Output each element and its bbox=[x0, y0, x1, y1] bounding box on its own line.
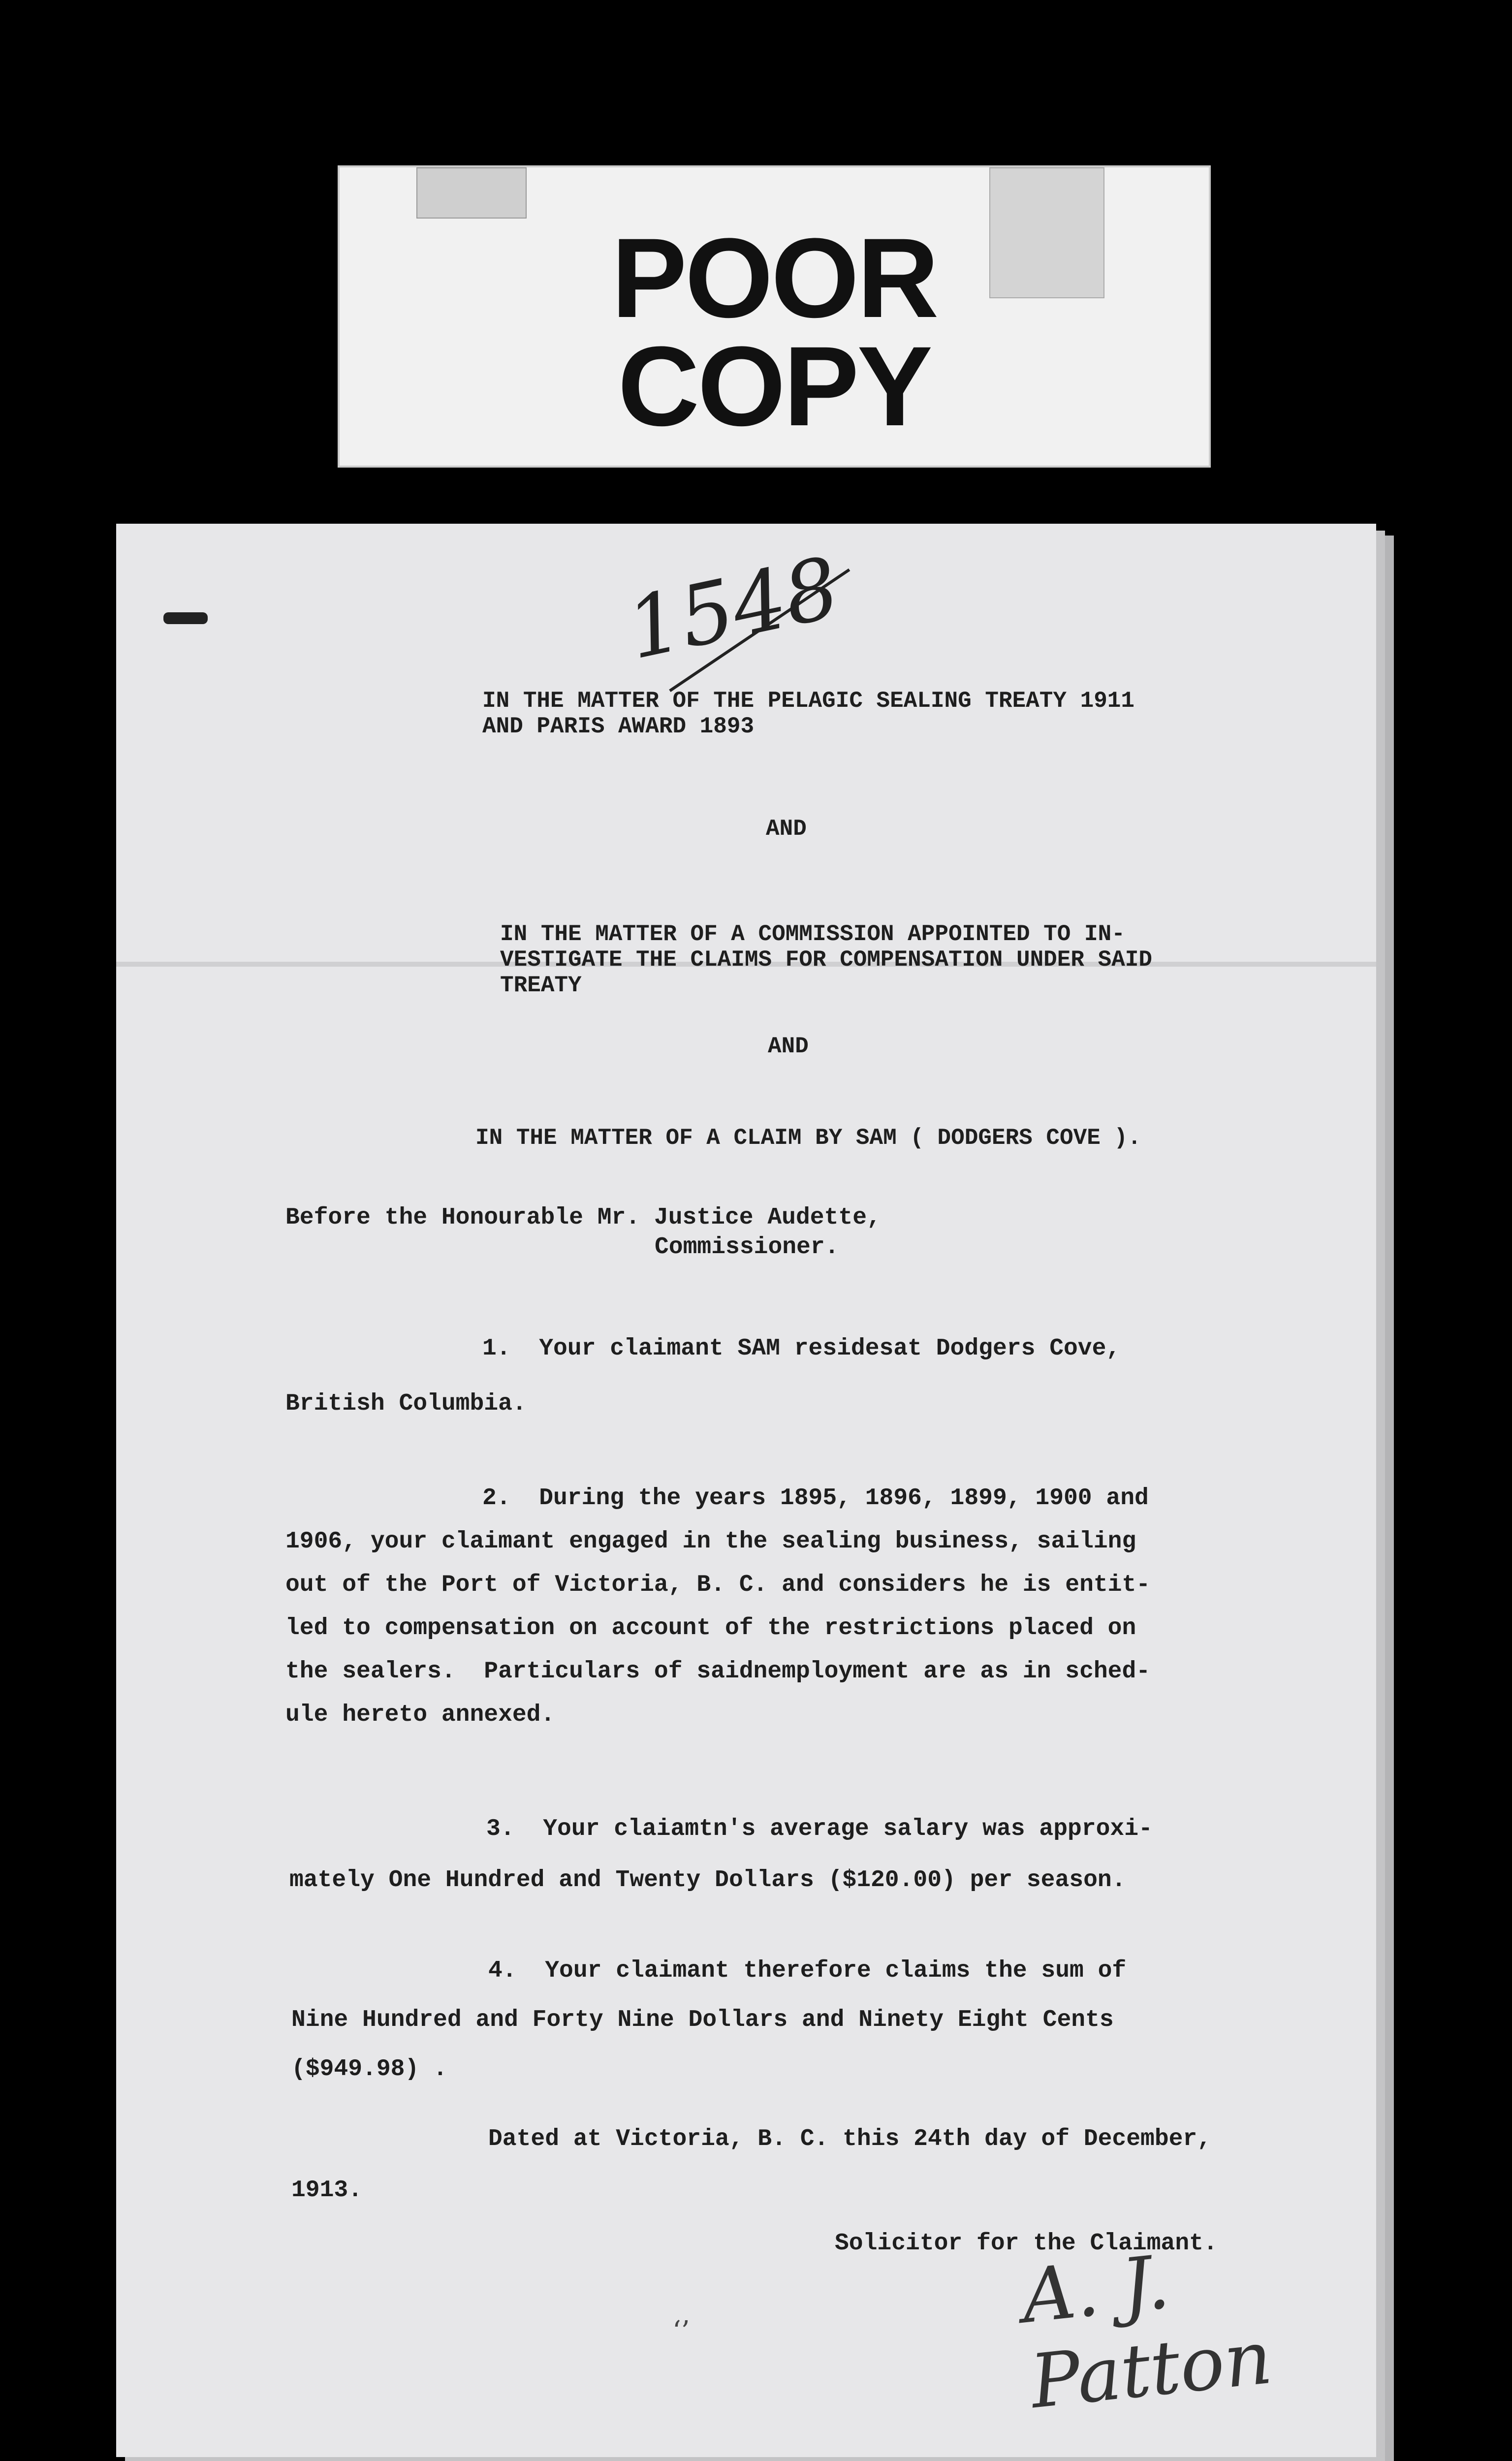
heading-claim: IN THE MATTER OF A CLAIM BY SAM ( DODGERS COVE ). bbox=[475, 1125, 1141, 1151]
before-commissioner: Before the Honourable Mr. Justice Audette, Commissioner. bbox=[285, 1204, 881, 1261]
paragraph-1: 1. Your claimant SAM residesat Dodgers Cove, British Columbia. bbox=[285, 1335, 1121, 1417]
ink-mark bbox=[163, 612, 208, 624]
handwritten-file-number: 1548 bbox=[619, 526, 913, 698]
poor-copy-line2: COPY bbox=[618, 323, 931, 449]
heading-commission: IN THE MATTER OF A COMMISSION APPOINTED TO IN- VESTIGATE THE CLAIMS FOR COMPENSATION UNDER SAID TREATY bbox=[500, 921, 1153, 998]
heading-sealing-treaty: IN THE MATTER OF THE PELAGIC SEALING TREATY 1911 AND PARIS AWARD 1893 bbox=[482, 688, 1135, 739]
paragraph-2: 2. During the years 1895, 1896, 1899, 1900 and 1906, your claimant engaged in the sealing business, sailing out of the Port of Victoria, B. C. and considers he is entit- led to compensation on account of the restrictions placed on the sealers. Particulars of saidnemployment are as in sched- ule hereto annexed. bbox=[285, 1485, 1151, 1728]
dated-line: Dated at Victoria, B. C. this 24th day of December, 1913. bbox=[291, 2126, 1212, 2204]
signature: A. J. Patton bbox=[1017, 2239, 1276, 2426]
heading-and-1: AND bbox=[766, 816, 807, 842]
heading-and-2: AND bbox=[768, 1034, 809, 1059]
solicitor-line: Solicitor for the Claimant. bbox=[835, 2230, 1218, 2257]
document-page bbox=[116, 524, 1376, 2457]
poor-copy-card bbox=[338, 165, 1211, 468]
paragraph-3: 3. Your claiamtn's average salary was approxi- mately One Hundred and Twenty Dollars ($120.00) per season. bbox=[289, 1816, 1153, 1893]
poor-copy-line1: POOR bbox=[611, 215, 937, 341]
paragraph-4: 4. Your claimant therefore claims the sum of Nine Hundred and Forty Nine Dollars and Ninety Eight Cents ($949.98) . bbox=[291, 1957, 1127, 2082]
tape-strip bbox=[416, 167, 527, 219]
stray-mark: ‘’ bbox=[672, 2315, 690, 2347]
